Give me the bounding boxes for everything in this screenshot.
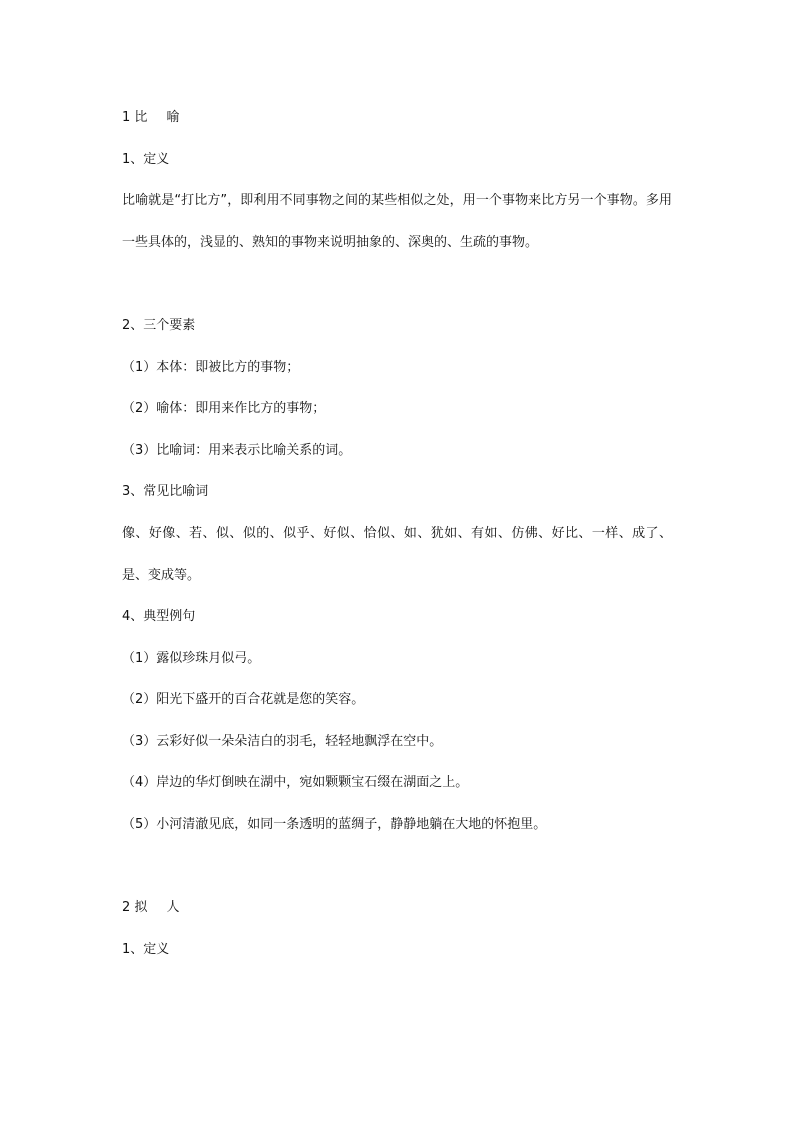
example-item-3: （3）云彩好似一朵朵洁白的羽毛，轻轻地飘浮在空中。: [122, 734, 443, 749]
element-item-1: （1）本体：即被比方的事物；: [122, 360, 300, 375]
section-2-title-char-2: 人: [166, 900, 180, 915]
section-2-title-char-1: 拟: [134, 900, 148, 915]
section-2-number: 2: [122, 900, 131, 915]
example-item-4: （4）岸边的华灯倒映在湖中，宛如颗颗宝石缀在湖面之上。: [122, 775, 469, 790]
section-1-words-heading: 3、常见比喻词: [122, 484, 209, 499]
section-2-title: [122, 900, 179, 916]
section-2-definition-heading: 1、定义: [122, 942, 170, 957]
section-1-elements-heading: 2、三个要素: [122, 318, 196, 333]
section-1-number: 1: [122, 110, 131, 125]
section-1-title: [122, 110, 179, 126]
element-item-3: （3）比喻词：用来表示比喻关系的词。: [122, 443, 352, 458]
section-1-definition-text: 比喻就是“打比方”，即利用不同事物之间的某些相似之处，用一个事物来比方另一个事物。多用一些具体的，浅显的、熟知的事物来说明抽象的、深奥的、生疏的事物。: [122, 193, 672, 250]
example-item-5: （5）小河清澈见底，如同一条透明的蓝绸子，静静地躺在大地的怀抱里。: [122, 817, 547, 832]
section-1-definition-heading: 1、定义: [122, 152, 170, 167]
section-1-title-char-1: 比: [134, 110, 148, 125]
section-1-words-text: 像、好像、若、似、似的、似乎、好似、恰似、如、犹如、有如、仿佛、好比、一样、成了、是、变成等。: [122, 526, 672, 583]
example-item-1: （1）露似珍珠月似弓。: [122, 651, 261, 666]
element-item-2: （2）喻体：即用来作比方的事物；: [122, 401, 326, 416]
section-1-title-char-2: 喻: [166, 110, 180, 125]
example-item-2: （2）阳光下盛开的百合花就是您的笑容。: [122, 692, 365, 707]
section-1-examples-heading: 4、典型例句: [122, 609, 196, 624]
